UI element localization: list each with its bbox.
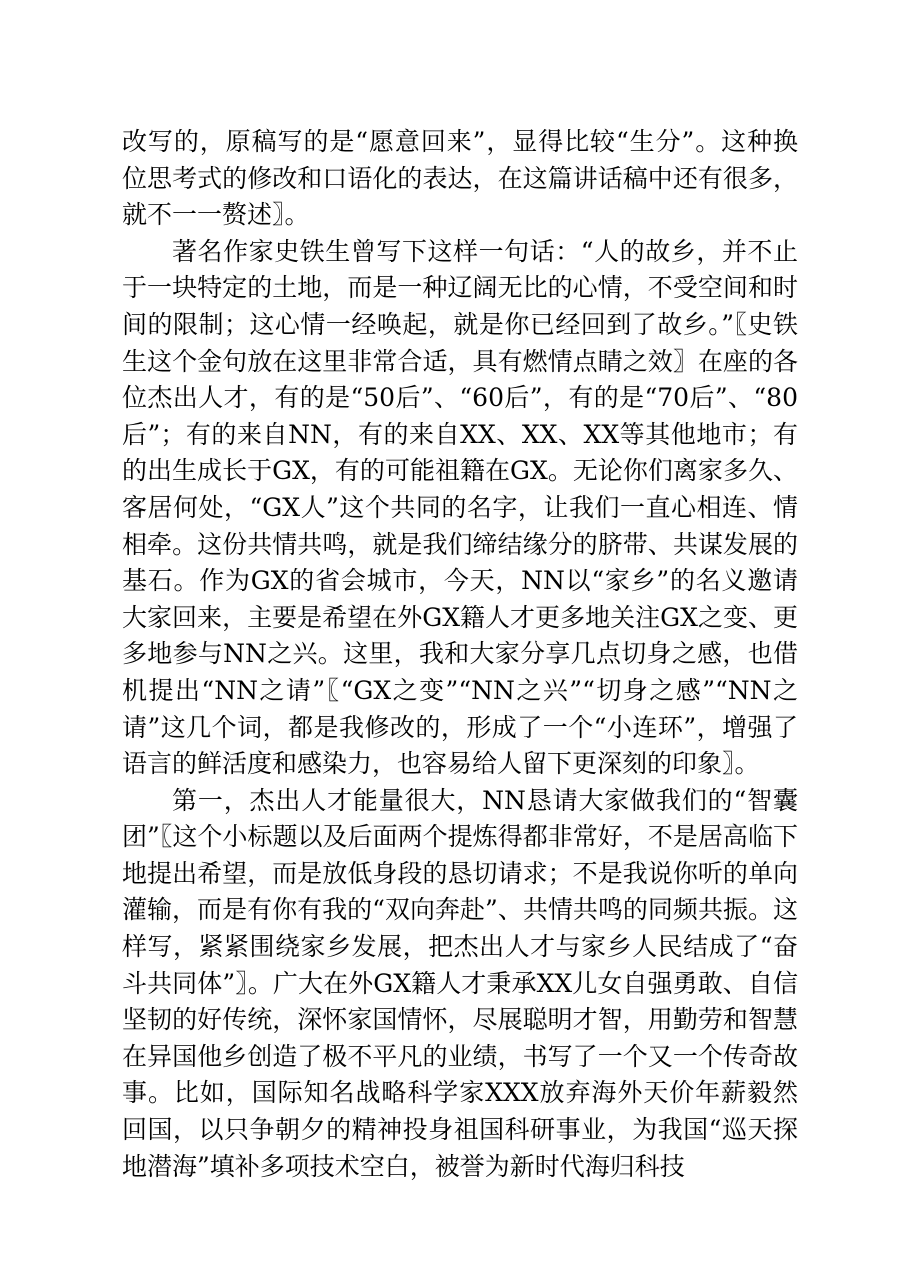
- document-body: [122, 124, 798, 1185]
- paragraph-continuation: 改写的，原稿写的是“愿意回来”，显得比较“生分”。这种换位思考式的修改和口语化的表达，在这篇讲话稿中还有很多，就不一一赘述〗。: [122, 127, 798, 230]
- paragraph-first-point: 第一，杰出人才能量很大，NN恳请大家做我们的“智囊团”〖这个小标题以及后面两个提炼得都非常好，不是居高临下地提出希望，而是放低身段的恳切请求；不是我说你听的单向灌输，而是有你有我的“双向奔赴”、共情共鸣的同频共振。这样写，紧紧围绕家乡发展，把杰出人才与家乡人民结成了“奋斗共同体”〗。广大在外GX籍人才秉承XX儿女自强勇敢、自信坚韧的好传统，深怀家国情怀，尽展聪明才智，用勤劳和智慧在异国他乡创造了极不平凡的业绩，书写了一个又一个传奇故事。比如，国际知名战略科学家XXX放弃海外天价年薪毅然回国，以只争朝夕的精神投身祖国科研事业，为我国“巡天探地潜海”填补多项技术空白，被誉为新时代海归科技: [122, 785, 798, 1181]
- paragraph-shi-tiesheng-quote: 著名作家史铁生曾写下这样一句话：“人的故乡，并不止于一块特定的土地，而是一种辽阔无比的心情，不受空间和时间的限制；这心情一经唤起，就是你已经回到了故乡。”〖史铁生这个金句放在这里非常合适，具有燃情点睛之效〗在座的各位杰出人才，有的是“50后”、“60后”，有的是“70后”、“80后”；有的来自NN，有的来自XX、XX、XX等其他地市；有的出生成长于GX，有的可能祖籍在GX。无论你们离家多久、客居何处，“GX人”这个共同的名字，让我们一直心相连、情相牵。这份共情共鸣，就是我们缔结缘分的脐带、共谋发展的基石。作为GX的省会城市，今天，NN以“家乡”的名义邀请大家回来，主要是希望在外GX籍人才更多地关注GX之变、更多地参与NN之兴。这里，我和大家分享几点切身之感，也借机提出“NN之请”〖“GX之变”“NN之兴”“切身之感”“NN之请”这几个词，都是我修改的，形成了一个“小连环”，增强了语言的鲜活度和感染力，也容易给人留下更深刻的印象〗。: [122, 236, 798, 779]
